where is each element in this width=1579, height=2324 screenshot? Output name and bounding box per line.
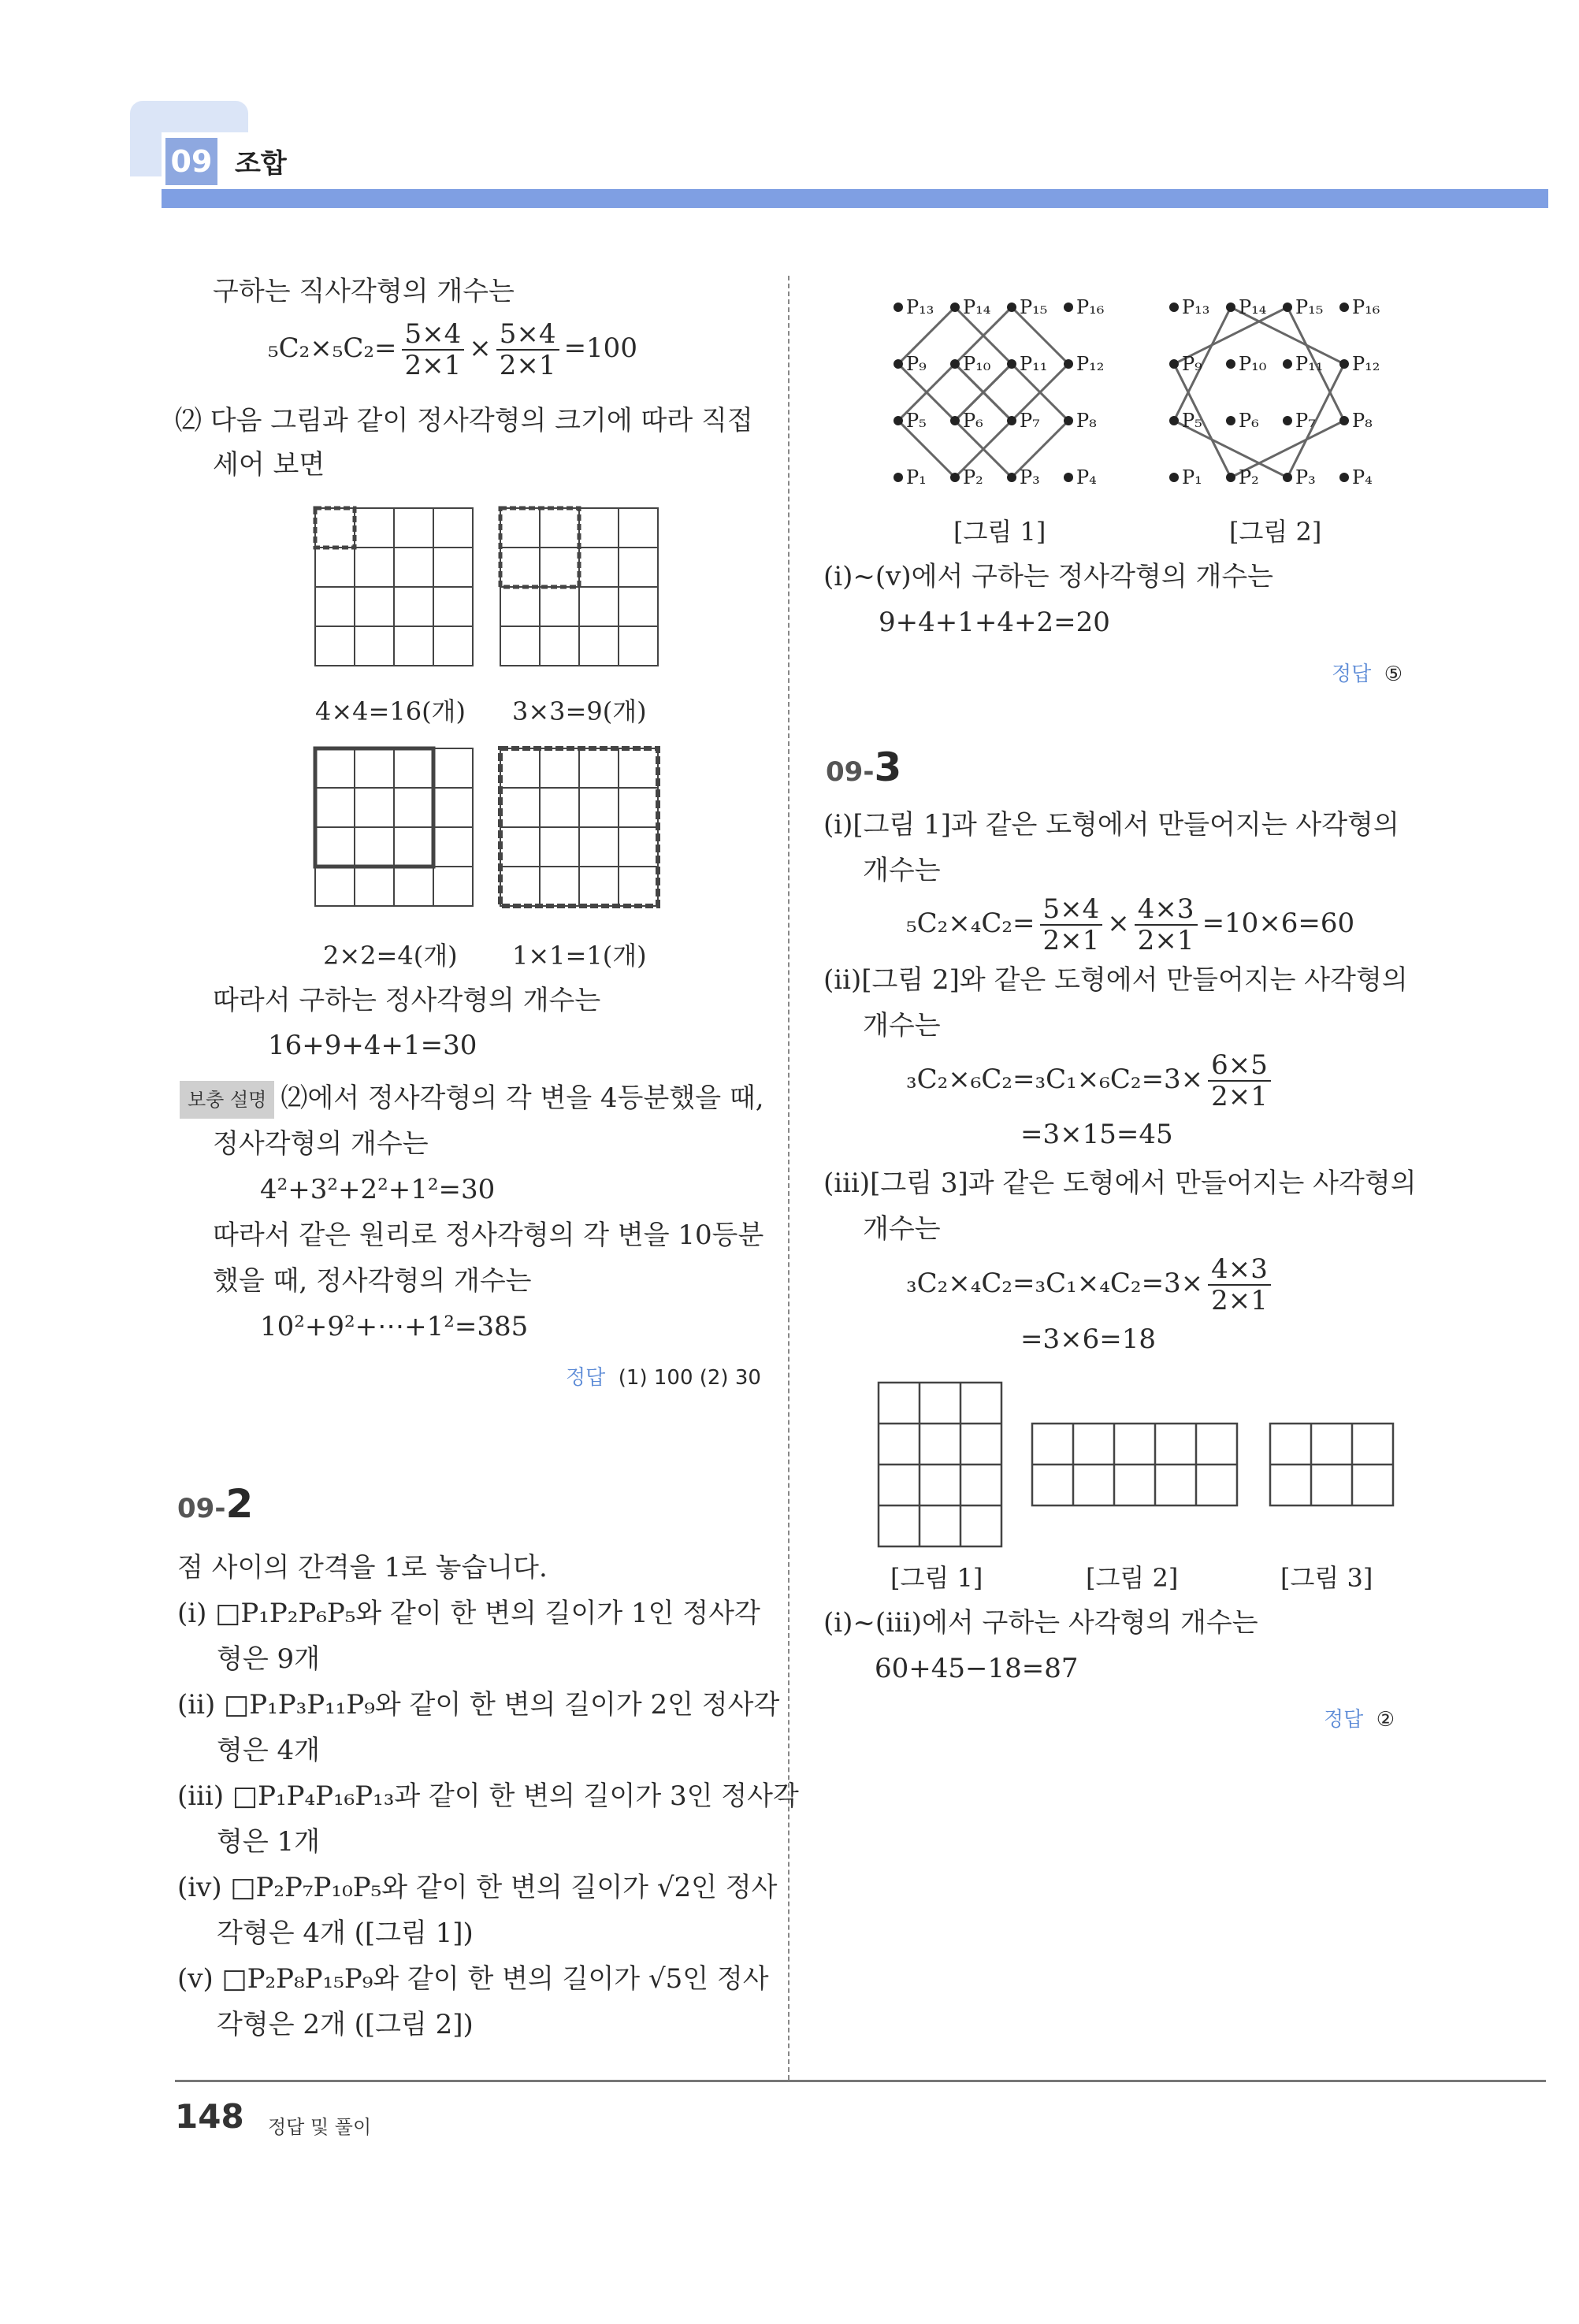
lattice-point (1064, 359, 1073, 369)
lattice-point (1007, 416, 1016, 425)
answer-2 (1332, 658, 1403, 687)
p2-case-ii: (ⅱ) □P₁P₃P₁₁P₉와 같이 한 변의 길이가 2인 정사각 (177, 1689, 780, 1721)
answer-label: 정답 (566, 1366, 606, 1390)
point-label: P₁₂ (1076, 353, 1105, 375)
lattice-point (1007, 359, 1016, 369)
answer-label: 정답 (1332, 663, 1372, 686)
p3-case-iii: (ⅲ)[그림 3]과 같은 도형에서 만들어지는 사각형의 (823, 1168, 1417, 1199)
fraction (402, 319, 465, 381)
dot-figure-1 (894, 296, 1104, 488)
dot-figure-2 (1169, 296, 1380, 488)
numerator: 4×3 (1208, 1254, 1271, 1286)
lattice-point (894, 473, 903, 482)
grid-fig-caption-1: [그림 1] (890, 1563, 983, 1593)
grid-fig-caption-2: [그림 2] (1086, 1563, 1179, 1593)
lattice-point (1226, 416, 1235, 425)
point-label: P₁₆ (1352, 296, 1380, 318)
fraction (1208, 1254, 1271, 1316)
times-sign: × (1107, 908, 1130, 939)
left-text-3: ⑵ 다음 그림과 같이 정사각형의 크기에 따라 직접 (175, 405, 753, 436)
problem-number: 2 (225, 1481, 254, 1527)
point-label: P₅ (906, 410, 927, 432)
grid-4x4-c (315, 748, 473, 906)
lattice-point (1007, 473, 1016, 482)
point-label: P₁₁ (1020, 353, 1048, 375)
lattice-point (894, 416, 903, 425)
answer-3 (1324, 1703, 1395, 1732)
p2-case-v: (ⅴ) □P₂P₈P₁₅P₉와 같이 한 변의 길이가 √5인 정사 (177, 1963, 769, 1995)
right-text-d2: 60+45−18=87 (875, 1653, 1079, 1684)
p2-case-iii-cont: 형은 1개 (217, 1826, 320, 1858)
right-text-2: 9+4+1+4+2=20 (879, 607, 1110, 638)
denominator: 2×1 (1211, 1285, 1268, 1316)
p3-case-ii: (ⅱ)[그림 2]와 같은 도형에서 만들어지는 사각형의 (823, 964, 1408, 996)
left-text-6: 16+9+4+1=30 (268, 1030, 477, 1061)
point-label: P₉ (1182, 353, 1202, 375)
point-label: P₅ (1182, 410, 1202, 432)
fraction (1040, 894, 1103, 956)
lattice-point (1339, 473, 1349, 482)
chapter-badge (165, 138, 217, 185)
point-label: P₁₄ (963, 296, 991, 318)
p2-case-iii: (ⅲ) □P₁P₄P₁₆P₁₃과 같이 한 변의 길이가 3인 정사각 (177, 1780, 799, 1812)
p2-case-ii-cont: 형은 4개 (217, 1735, 320, 1766)
chapter-title: 조합 (235, 148, 287, 180)
fraction (496, 319, 559, 381)
formula-lhs: ₃C₂×₆C₂=₃C₁×₆C₂=3× (906, 1064, 1204, 1095)
lattice-point (1064, 303, 1073, 312)
right-text-d1: (ⅰ)~(ⅲ)에서 구하는 사각형의 개수는 (823, 1607, 1258, 1639)
point-label: P₁₀ (963, 353, 991, 375)
note-line-4: 따라서 같은 원리로 정사각형의 각 변을 10등분 (213, 1220, 764, 1251)
grid-4x4-a (315, 508, 473, 666)
lattice-point (1339, 303, 1349, 312)
point-label: P₂ (1239, 466, 1259, 488)
answer-1 (566, 1361, 761, 1390)
lattice-point (1169, 416, 1179, 425)
p3-formula-2b: =3×15=45 (1020, 1119, 1173, 1150)
denominator: 2×1 (1211, 1081, 1268, 1112)
lattice-point (1169, 473, 1179, 482)
note-line-6: 10²+9²+⋯+1²=385 (260, 1311, 529, 1342)
lattice-point (1283, 359, 1292, 369)
problem-prefix: 09- (177, 1493, 226, 1524)
note-line-2: 정사각형의 개수는 (213, 1128, 429, 1160)
footer-rule (175, 2080, 1546, 2082)
formula-rhs: =10×6=60 (1202, 908, 1355, 939)
point-label: P₇ (1020, 410, 1040, 432)
numerator: 5×4 (1040, 894, 1103, 926)
lattice-point (1226, 303, 1235, 312)
point-label: P₄ (1352, 466, 1373, 488)
point-label: P₁₄ (1239, 296, 1267, 318)
point-label: P₁ (906, 466, 927, 488)
lattice-point (894, 303, 903, 312)
lattice-point (950, 359, 960, 369)
grid-fig-3 (1270, 1424, 1393, 1505)
answer-value: ⑤ (1384, 663, 1403, 686)
grid-fig-caption-3: [그림 3] (1280, 1563, 1373, 1593)
footer-section: 정답 및 풀이 (268, 2116, 372, 2138)
note-badge: 보충 설명 (180, 1081, 274, 1119)
square-outline (1174, 307, 1344, 477)
denominator: 2×1 (1042, 925, 1100, 956)
point-label: P₁₃ (1182, 296, 1210, 318)
lattice-point (1339, 359, 1349, 369)
denominator: 2×1 (1137, 925, 1194, 956)
p3-case-ii-cont: 개수는 (863, 1010, 941, 1041)
lattice-point (950, 416, 960, 425)
lattice-point (950, 473, 960, 482)
p3-case-i-cont: 개수는 (863, 855, 941, 886)
p2-intro: 점 사이의 간격을 1로 놓습니다. (177, 1552, 548, 1583)
point-label: P₁₅ (1020, 296, 1048, 318)
problem-number: 3 (874, 744, 902, 790)
p3-formula-1 (906, 894, 1354, 956)
point-label: P₁₆ (1076, 296, 1105, 318)
fraction (1208, 1050, 1271, 1112)
point-label: P₄ (1076, 466, 1097, 488)
numerator: 5×4 (496, 319, 559, 351)
point-label: P₇ (1295, 410, 1316, 432)
point-label: P₂ (963, 466, 983, 488)
lattice-point (1339, 416, 1349, 425)
fraction (1135, 894, 1198, 956)
p3-case-iii-cont: 개수는 (863, 1213, 941, 1245)
point-label: P₁ (1182, 466, 1202, 488)
chapter-number: 09 (170, 144, 213, 179)
right-text-1: (ⅰ)~(ⅴ)에서 구하는 정사각형의 개수는 (823, 561, 1274, 592)
p2-case-i: (ⅰ) □P₁P₂P₆P₅와 같이 한 변의 길이가 1인 정사각 (177, 1598, 760, 1629)
left-text-5: 따라서 구하는 정사각형의 개수는 (213, 985, 601, 1016)
lattice-point (1007, 303, 1016, 312)
lattice-point (1064, 473, 1073, 482)
page-number: 148 (175, 2097, 244, 2136)
answer-value: (1) 100 (2) 30 (618, 1366, 761, 1390)
denominator: 2×1 (499, 350, 556, 381)
grid-caption-2: 3×3=9(개) (512, 696, 647, 726)
answer-value: ② (1376, 1708, 1395, 1732)
grid-4x4-d (500, 748, 658, 906)
left-formula-1 (268, 319, 637, 381)
point-label: P₉ (906, 353, 927, 375)
grid-4x4-b (500, 508, 658, 666)
grid-caption-4: 1×1=1(개) (512, 941, 647, 971)
p3-case-i: (ⅰ)[그림 1]과 같은 도형에서 만들어지는 사각형의 (823, 809, 1399, 841)
dot-fig-caption-2: [그림 2] (1229, 517, 1322, 547)
lattice-point (1283, 473, 1292, 482)
numerator: 5×4 (402, 319, 465, 351)
lattice-point (1226, 359, 1235, 369)
point-label: P₁₃ (906, 296, 934, 318)
lattice-point (1169, 359, 1179, 369)
p2-case-v-cont: 각형은 2개 ([그림 2]) (217, 2009, 474, 2040)
p3-formula-3b: =3×6=18 (1020, 1323, 1156, 1355)
point-label: P₁₂ (1352, 353, 1380, 375)
formula-rhs: =100 (563, 332, 637, 364)
problem-heading-09-3 (826, 744, 901, 790)
grid-fig-2 (1032, 1424, 1237, 1505)
grid-fig-1 (879, 1383, 1001, 1546)
point-label: P₁₀ (1239, 353, 1267, 375)
point-label: P₃ (1295, 466, 1316, 488)
note-line-1 (180, 1081, 764, 1119)
dot-fig-caption-1: [그림 1] (953, 517, 1046, 547)
lattice-point (1169, 303, 1179, 312)
grid-caption-1: 4×4=16(개) (315, 696, 466, 726)
formula-lhs: ₅C₂×₅C₂= (268, 332, 397, 364)
left-text-4: 세어 보면 (213, 449, 325, 481)
formula-lhs: ₃C₂×₄C₂=₃C₁×₄C₂=3× (906, 1268, 1204, 1299)
lattice-point (950, 303, 960, 312)
denominator: 2×1 (404, 350, 462, 381)
left-text-1: 구하는 직사각형의 개수는 (213, 276, 515, 307)
header-bar (162, 189, 1548, 208)
problem-heading-09-2 (177, 1481, 253, 1527)
numerator: 6×5 (1208, 1050, 1271, 1082)
p2-case-iv-cont: 각형은 4개 ([그림 1]) (217, 1917, 474, 1949)
lattice-point (1064, 416, 1073, 425)
note-line-5: 했을 때, 정사각형의 개수는 (213, 1265, 532, 1297)
answer-label: 정답 (1324, 1708, 1364, 1732)
p2-case-i-cont: 형은 9개 (217, 1643, 320, 1675)
rect-grid-figures (867, 1371, 1418, 1552)
point-label: P₁₁ (1295, 353, 1324, 375)
point-label: P₃ (1020, 466, 1040, 488)
formula-lhs: ₅C₂×₄C₂= (906, 908, 1035, 939)
p3-formula-2 (906, 1050, 1276, 1112)
dot-figures (875, 276, 1410, 504)
lattice-point (1283, 303, 1292, 312)
point-label: P₈ (1352, 410, 1373, 432)
point-label: P₁₅ (1295, 296, 1324, 318)
square-outline (1174, 307, 1344, 477)
times-sign: × (469, 332, 492, 364)
note-text: ⑵에서 정사각형의 각 변을 4등분했을 때, (281, 1082, 764, 1114)
p3-formula-3 (906, 1254, 1276, 1316)
lattice-point (1283, 416, 1292, 425)
numerator: 4×3 (1135, 894, 1198, 926)
point-label: P₆ (963, 410, 983, 432)
grid-caption-3: 2×2=4(개) (323, 941, 458, 971)
problem-prefix: 09- (826, 756, 875, 788)
lattice-point (1226, 473, 1235, 482)
p2-case-iv: (ⅳ) □P₂P₇P₁₀P₅와 같이 한 변의 길이가 √2인 정사 (177, 1872, 778, 1903)
point-label: P₈ (1076, 410, 1097, 432)
note-line-3: 4²+3²+2²+1²=30 (260, 1174, 496, 1205)
point-label: P₆ (1239, 410, 1259, 432)
lattice-point (894, 359, 903, 369)
